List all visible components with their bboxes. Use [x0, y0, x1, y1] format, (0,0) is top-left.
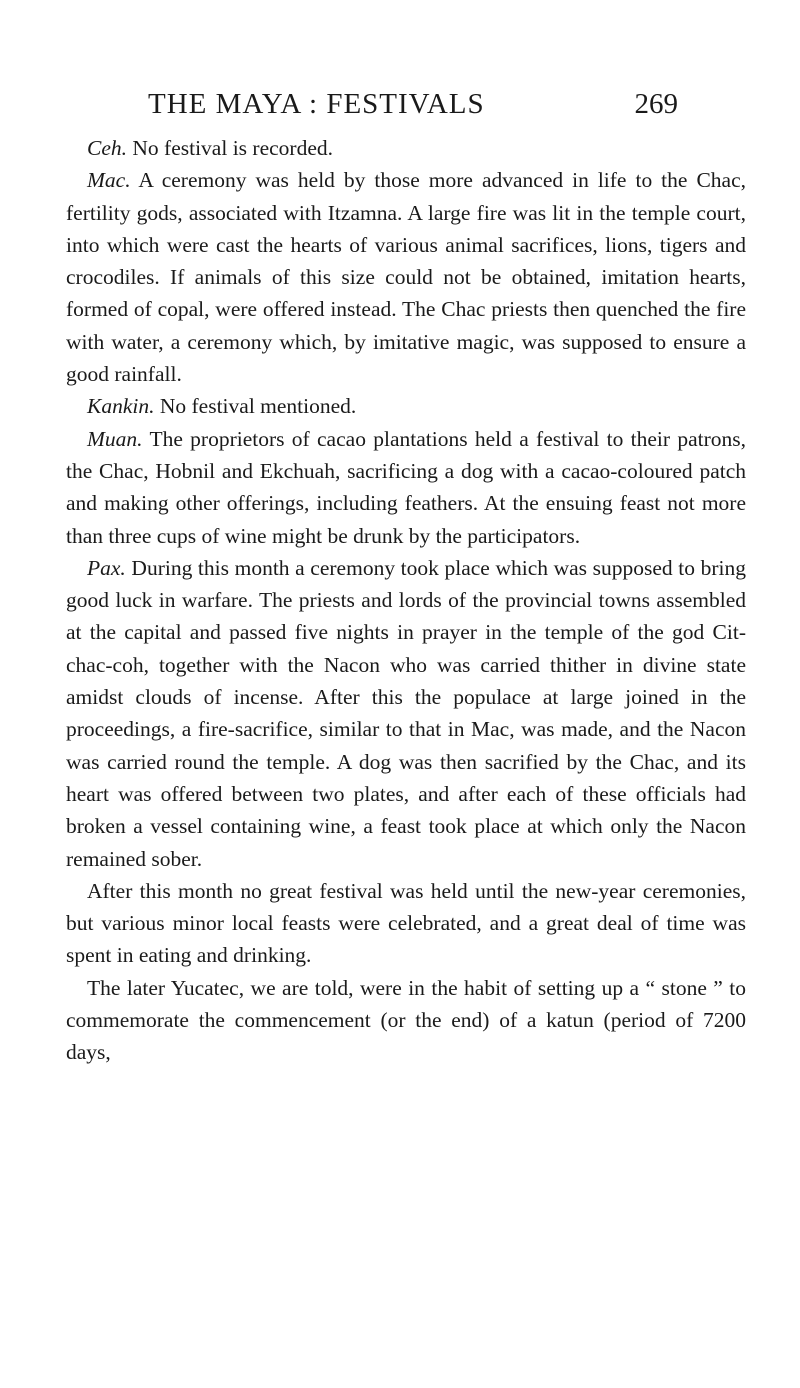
paragraph-text: The later Yucatec, we are told, were in the habit of setting up a “ stone ” to commemorate the commencement (or the end) of a katun (period of 7200 days,: [66, 975, 746, 1065]
paragraph-ceh: [66, 132, 746, 164]
month-name: Mac.: [87, 168, 131, 193]
running-head: [148, 88, 678, 128]
paragraph-katun: [66, 972, 746, 1069]
paragraph-text: After this month no great festival was held until the new-year ceremonies, but various minor local feasts were celebrated, and a great deal of time was spent in eating and drinking.: [66, 878, 746, 968]
paragraph-text: No festival mentioned.: [154, 394, 357, 419]
paragraph-mac: [66, 164, 746, 390]
running-title: THE MAYA : FESTIVALS: [148, 88, 485, 120]
body-text: [66, 132, 746, 1069]
month-name: Kankin.: [87, 394, 155, 419]
month-name: Pax.: [87, 555, 126, 580]
paragraph-pax: [66, 552, 746, 875]
paragraph-muan: [66, 423, 746, 552]
month-name: Muan.: [87, 426, 143, 451]
page-number: 269: [634, 88, 678, 120]
month-name: Ceh.: [87, 136, 128, 160]
paragraph-text: A ceremony was held by those more advanced in life to the Chac, fertility gods, associated with Itzamna. A large fire was lit in the temple court, into which were cast the hearts of various animal sacrifices, lions, tigers and crocodiles. If animals of this size could not be obtained, imitation hearts, formed of copal, were offered instead. The Chac priests then quenched the fire with water, a ceremony which, by imitative magic, was supposed to ensure a good rainfall.: [66, 168, 746, 387]
paragraph-text: No festival is recorded.: [127, 136, 333, 160]
paragraph-kankin: [66, 390, 746, 422]
paragraph-after-month: [66, 875, 746, 972]
paragraph-text: The proprietors of cacao plantations held a festival to their patrons, the Chac, Hobnil and Ekchuah, sacrificing a dog with a cacao-coloured patch and making other offerings, including feathers. At the ensuing feast not more than three cups of wine might be drunk by the participators.: [66, 426, 746, 548]
paragraph-text: During this month a ceremony took place which was supposed to bring good luck in warfare. The priests and lords of the provincial towns assembled at the capital and passed five nights in prayer in the temple of the god Cit-chac-coh, together with the Nacon who was carried thither in divine state amidst clouds of incense. After this the populace at large joined in the proceedings, a fire-sacrifice, similar to that in Mac, was made, and the Nacon was carried round the temple. A dog was then sacrified by the Chac, and its heart was offered between two plates, and after each of these officials had broken a vessel containing wine, a feast took place at which only the Nacon remained sober.: [66, 555, 746, 871]
